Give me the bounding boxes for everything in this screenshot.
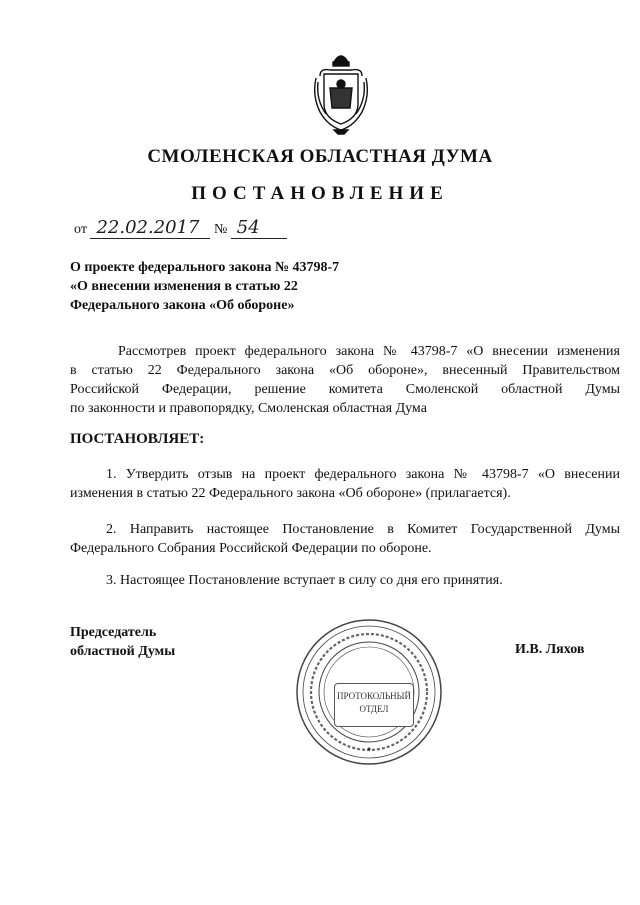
signatory-name: И.В. Ляхов — [515, 642, 585, 657]
resolves-heading: ПОСТАНОВЛЯЕТ: — [70, 431, 205, 447]
paragraph-line: 3. Настоящее Постановление вступает в силу со дня его принятия. — [106, 573, 503, 588]
organization-title: СМОЛЕНСКАЯ ОБЛАСТНАЯ ДУМА — [147, 146, 493, 167]
subject-line: «О внесении изменения в статью 22 — [70, 279, 298, 294]
signatory-position — [70, 623, 175, 661]
subject-line: Федерального закона «Об обороне» — [70, 298, 295, 313]
paragraph-line: Федерального Собрания Российской Федерации по обороне. — [70, 541, 432, 556]
paragraph-line: 1. Утвердить отзыв на проект федерального закона № 43798-7 «О внесении — [106, 467, 620, 482]
stamp-label-line: ПРОТОКОЛЬНЫЙ — [337, 691, 411, 701]
preamble-paragraph — [70, 342, 620, 418]
coat-of-arms-icon — [310, 48, 372, 136]
stamp-label-line: ОТДЕЛ — [359, 704, 389, 714]
paragraph-line: изменения в статью 22 Федерального закона «Об обороне» (прилагается). — [70, 486, 511, 501]
date-prefix: от — [74, 222, 87, 237]
handwritten-date: 22.02.2017 — [90, 218, 210, 239]
item-1-paragraph — [70, 465, 620, 503]
paragraph-line: в статью 22 Федерального закона «Об обороне», внесенный Правительством — [70, 363, 620, 378]
item-2-paragraph — [70, 520, 620, 558]
subject-line: О проекте федерального закона № 43798-7 — [70, 260, 340, 275]
date-number-line — [74, 218, 287, 239]
handwritten-number: 54 — [231, 218, 287, 239]
paragraph-line: по законности и правопорядку, Смоленская областная Дума — [70, 401, 427, 416]
position-line: областной Думы — [70, 644, 176, 659]
document-type-title: ПОСТАНОВЛЕНИЕ — [191, 183, 449, 204]
subject-block — [70, 258, 430, 315]
paragraph-line: Российской Федерации, решение комитета Смоленской областной Думы — [70, 382, 620, 397]
item-3-paragraph — [70, 571, 620, 590]
paragraph-line: 2. Направить настоящее Постановление в Комитет Государственной Думы — [106, 522, 620, 537]
position-line: Председатель — [70, 625, 157, 640]
number-prefix: № — [213, 222, 228, 237]
paragraph-line: Рассмотрев проект федерального закона № 43798-7 «О внесении изменения — [118, 344, 620, 359]
stamp-label — [334, 683, 414, 727]
